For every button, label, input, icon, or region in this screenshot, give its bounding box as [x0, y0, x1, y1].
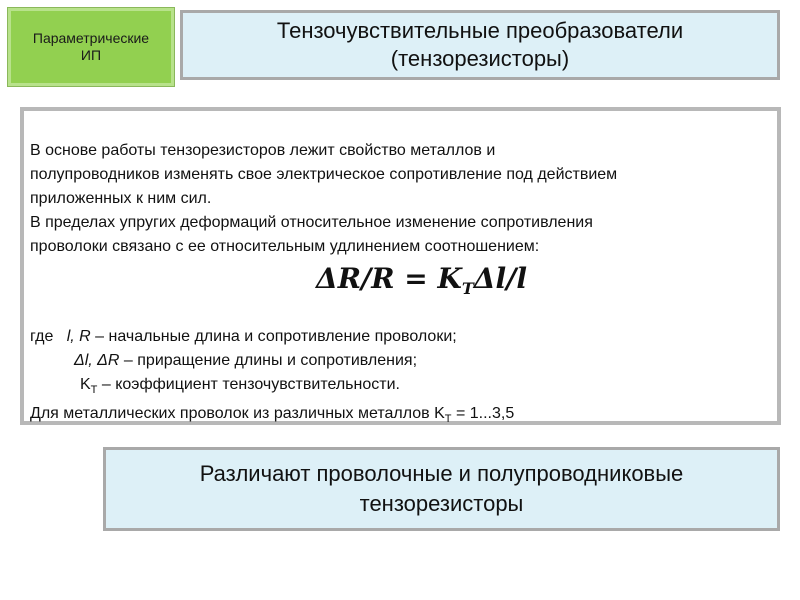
content-line-5: проволоки связано с ее относительным удлинением соотношением: [30, 238, 540, 255]
content-line-1: В основе работы тензорезисторов лежит свойство металлов и [30, 142, 496, 159]
where1-text: – начальные длина и сопротивление проволоки; [90, 328, 457, 345]
content-panel [20, 107, 781, 425]
formula-left: ΔR/R = K [316, 262, 462, 295]
formula-right: Δl/l [473, 262, 527, 295]
where3-subscript: T [90, 384, 98, 396]
section-tag-line2: ИП [80, 47, 102, 63]
where-line-3 [30, 373, 777, 402]
last-line-a: Для металлических проволок из различных металлов K [30, 405, 445, 422]
last-line-subscript: T [444, 413, 452, 425]
content-line-2: полупроводников изменять свое электрическое сопротивление под действием [30, 166, 618, 183]
where3-k: K [80, 376, 91, 393]
where3-text: – коэффициент тензочувствительности. [97, 376, 400, 393]
where-line-1 [30, 325, 777, 349]
where2-text: – приращение длины и сопротивления; [119, 352, 418, 369]
slide-title-line2: (тензорезисторы) [390, 46, 570, 71]
formula-subscript: T [461, 279, 474, 298]
slide-title [180, 10, 780, 80]
summary-line1: Различают проволочные и полупроводниковые [199, 461, 684, 486]
last-line-b: = 1...3,5 [451, 405, 515, 422]
summary-box [103, 447, 780, 531]
formula [30, 261, 777, 307]
content-line-3: приложенных к ним сил. [30, 190, 212, 207]
summary-line2: тензорезисторы [359, 491, 524, 516]
slide-title-line1: Тензочувствительные преобразователи [276, 18, 684, 43]
where-line-2 [30, 349, 777, 373]
content-line-4: В пределах упругих деформаций относительное изменение сопротивления [30, 214, 593, 231]
where2-vars: Δl, ΔR [74, 352, 120, 369]
where1-vars: l, R [66, 328, 91, 345]
where-prefix: где [30, 328, 54, 345]
content-last-line [30, 402, 777, 431]
section-tag-line1: Параметрические [32, 30, 150, 46]
section-tag [8, 8, 174, 86]
